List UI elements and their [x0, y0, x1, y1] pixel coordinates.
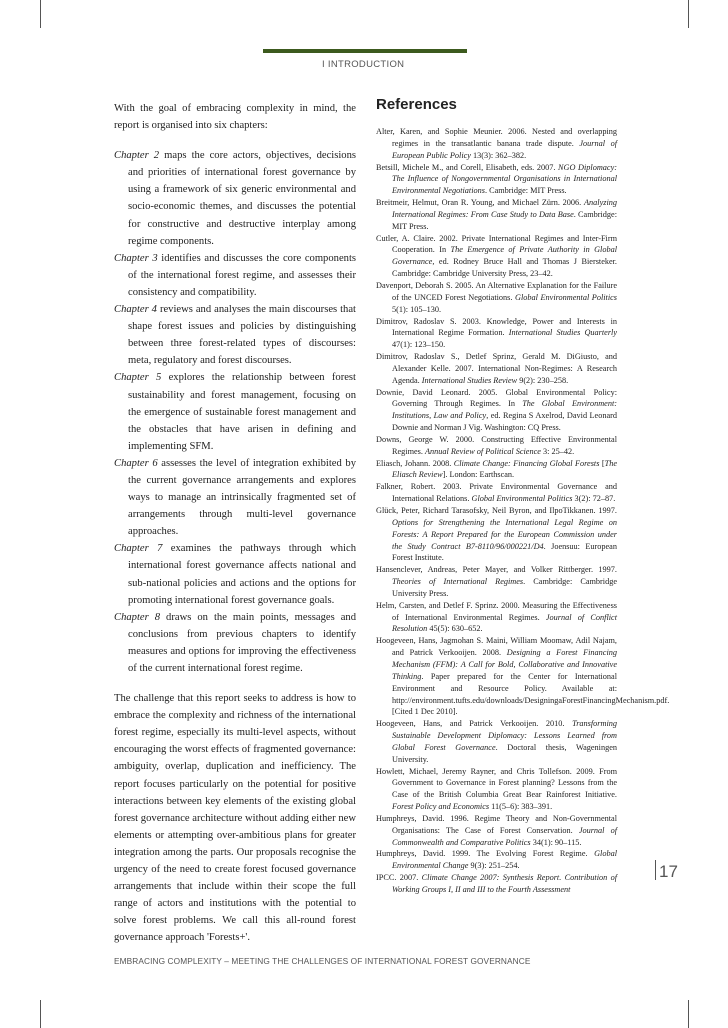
chapter-summary: Chapter 6 assesses the level of integration exhibited by the current governance arrangements and explores ways to manage an intrinsically fragmented set of arrangements through multi-level governance approaches.: [114, 457, 356, 538]
reference-entry: Betsill, Michele M., and Corell, Elisabeth, eds. 2007. NGO Diplomacy: The Influence of Nongovernmental Organisations in International Environmental Negotiations. Cambridge: MIT Press.: [376, 162, 617, 196]
chapter-summary: Chapter 8 draws on the main points, messages and conclusions from previous chapters to identify measures and options for improving the effectiveness of the current international forest regime.: [114, 611, 357, 674]
intro-paragraph: With the goal of embracing complexity in mind, the report is organised into six chapters:: [114, 103, 356, 132]
reference-entry: Dimitrov, Radoslav S., Detlef Sprinz, Gerald M. DiGiusto, and Alexander Kelle. 2007. International Non-Regimes: A Research Agenda. International Studies Review 9(2): 230–258.: [376, 352, 617, 385]
header-accent-bar: [263, 49, 467, 53]
crop-mark: [40, 1000, 41, 1028]
reference-entry: Falkner, Robert. 2003. Private Environmental Governance and International Relations. Global Environmental Politics 3(2): 72–87.: [376, 482, 617, 504]
reference-entry: Howlett, Michael, Jeremy Rayner, and Chris Tollefson. 2009. From Government to Governance in Forest planning? Lessons from the Case of the British Columbia Great Bear Rainforest Initiative. Forest Policy and Economics 11(5–6): 383–391.: [376, 766, 617, 812]
chapter-summary: Chapter 5 explores the relationship between forest sustainability and forest management, focusing on the emergence of sustainable forest management and the obstacles that have arisen in defining and implementing SFM.: [114, 372, 356, 452]
crop-mark: [688, 1000, 689, 1028]
reference-entry: Humphreys, David. 1999. The Evolving Forest Regime. Global Environmental Change 9(3): 251–254.: [376, 849, 617, 871]
reference-entry: Glück, Peter, Richard Tarasofsky, Neil Byron, and IlpoTikkanen. 1997. Options for Strengthening the International Legal Regime on Forests: A Report Prepared for the European Commission under the Study Contract B7-8110/96/000221/D4. Joensuu: European Forest Institute.: [376, 506, 617, 563]
reference-entry: Alter, Karen, and Sophie Meunier. 2006. Nested and overlapping regimes in the transatlantic banana trade dispute. Journal of European Public Policy 13(3): 362–382.: [376, 127, 617, 160]
reference-entry: Hansenclever, Andreas, Peter Mayer, and Volker Rittberger. 1997. Theories of International Regimes. Cambridge: Cambridge University Press.: [376, 565, 617, 598]
closing-paragraph: The challenge that this report seeks to address is how to embrace the complexity and richness of the international forest regime, especially its multi-level aspects, without encouraging the worst effects of fragmented governance: ambiguity, overlap, duplication and inefficiency. The report focuses particularly on the potential for positive interactions between key elements of the existing global forest governance architecture without adding either new elements or attempting over-ambitious plans for greater integration among the parts. Our proposals recognise the urgency of the need to create forest focused governance arrangements that include within their scope the full range of actors and institutions with the potential to solve forest problems. We call this all-round forest governance approach 'Forests+'.: [114, 693, 356, 944]
reference-entry: Hoogeveen, Hans, Jagmohan S. Maini, William Moomaw, Adil Najam, and Patrick Verkooijen. 2008. Designing a Forest Financing Mechanism (FFM): A Call for Bold, Collaborative and Innovative Thinking. Paper prepared for the Center for International Environment and Resource Policy. Available at: http://environment.tufts.edu/downloads/DesigningaForestFinancingMechanism.pdf. [Cited 1 Dec 2010].: [376, 636, 670, 717]
reference-entry: Downie, David Leonard. 2005. Global Environmental Policy: Governing Through Regimes. In The Global Environment: Institutions, Law and Policy, ed. Regina S Axelrod, David Leonard Downie and Norman J Vig. Washington: CQ Press.: [376, 387, 617, 433]
reference-entry: Davenport, Deborah S. 2005. An Alternative Explanation for the Failure of the UNCED Forest Negotiations. Global Environmental Politics 5(1): 105–130.: [376, 280, 618, 314]
reference-entry: Breitmeir, Helmut, Oran R. Young, and Michael Zürn. 2006. Analyzing International Regimes: From Case Study to Data Base. Cambridge: MIT Press.: [376, 198, 618, 231]
reference-entry: Hoogeveen, Hans, and Patrick Verkooijen. 2010. Transforming Sustainable Development Diplomacy: Lessons Learned from Global Forest Governance. Doctoral thesis, Wageningen University.: [376, 719, 618, 764]
reference-entry: Humphreys, David. 1996. Regime Theory and Non-Governmental Organisations: The Case of Forest Conservation. Journal of Commonwealth and Comparative Politics 34(1): 90–115.: [376, 813, 617, 847]
chapter-summary: Chapter 7 examines the pathways through which international forest governance affects national and sub-national policies and actions and the options for promoting international forest governance goals.: [114, 543, 357, 606]
reference-entry: Downs, George W. 2000. Constructing Effective Environmental Regimes. Annual Review of Political Science 3: 25–42.: [376, 434, 617, 456]
chapter-summary: Chapter 3 identifies and discusses the core components of the international forest regime, and assesses their consistency and compatibility.: [114, 252, 357, 298]
reference-entry: Helm, Carsten, and Detlef F. Sprinz. 2000. Measuring the Effectiveness of International Environmental Regimes. Journal of Conflict Resolution 45(5): 630–652.: [376, 600, 618, 634]
page-number: 17: [655, 860, 678, 882]
chapter-summary: Chapter 4 reviews and analyses the main discourses that shape forest issues and policies by distinguishing between three forest-related types of discourses: meta, regulatory and forest discourses.: [114, 304, 356, 367]
crop-mark: [688, 0, 689, 28]
page-number-rule: [655, 860, 656, 880]
running-footer: EMBRACING COMPLEXITY – MEETING THE CHALLENGES OF INTERNATIONAL FOREST GOVERNANCE: [114, 956, 531, 966]
reference-entry: Cutler, A. Claire. 2002. Private International Regimes and Inter-Firm Cooperation. In The Emergence of Private Authority in Global Governance, ed. Rodney Bruce Hall and Thomas J Biersteker. Cambridge: Cambridge University Press, 23–42.: [376, 233, 617, 279]
reference-entry: Eliasch, Johann. 2008. Climate Change: Financing Global Forests [The Eliasch Review]. London: Earthscan.: [376, 458, 618, 480]
crop-mark: [40, 0, 41, 28]
section-title: I INTRODUCTION: [322, 59, 405, 70]
reference-entry: IPCC. 2007. Climate Change 2007: Synthesis Report. Contribution of Working Groups I, II and III to the Fourth Assessment: [376, 873, 617, 894]
body-column: [114, 100, 356, 947]
reference-entry: Dimitrov, Radoslav S. 2003. Knowledge, Power and Interests in International Regime Formation. International Studies Quarterly 47(1): 123–150.: [376, 316, 617, 350]
chapter-summary: Chapter 2 maps the core actors, objectives, decisions and priorities of international forest governance by using a framework of six generic environmental and socio-economic themes, and discusses the potential for constructive and destructive interplay among regime components.: [114, 150, 357, 247]
references-heading: References: [376, 96, 457, 113]
